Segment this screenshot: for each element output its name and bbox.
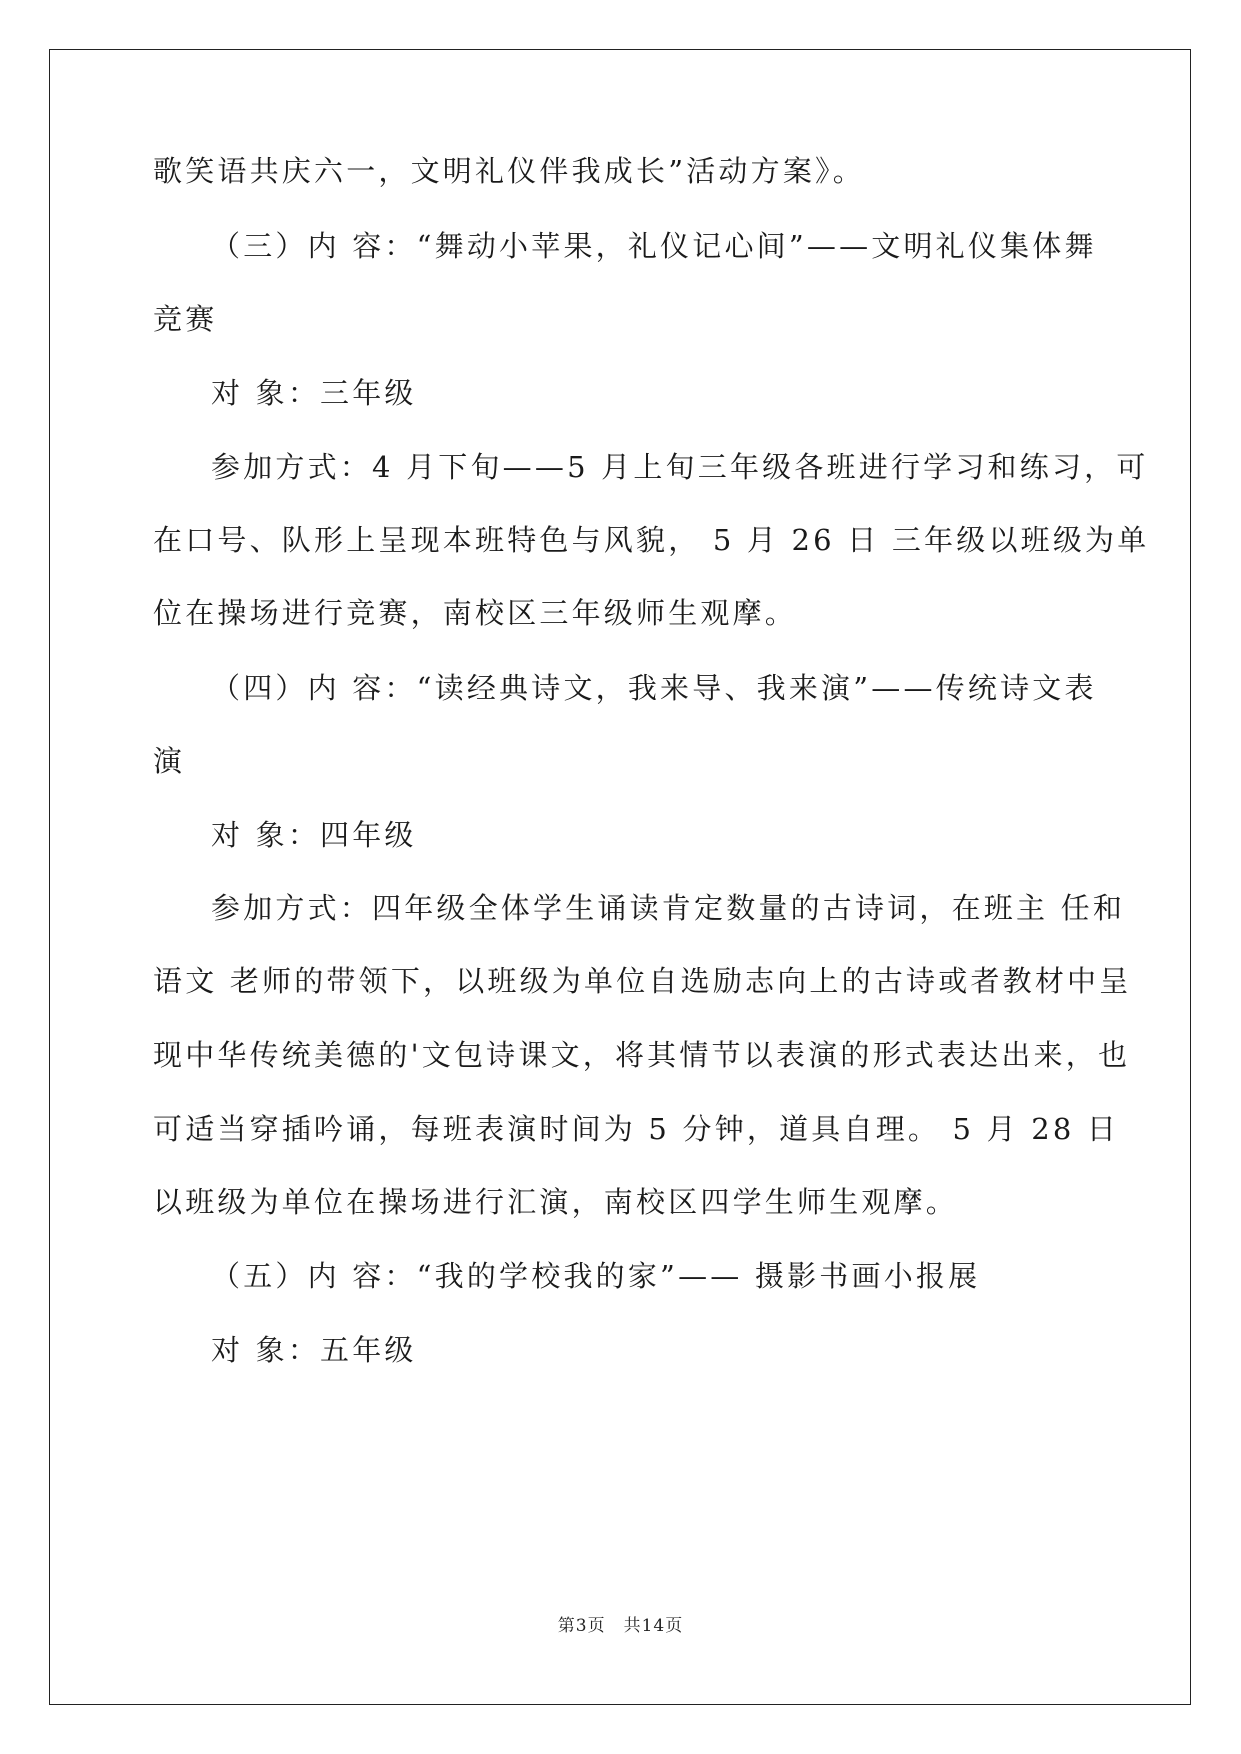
text-line: 对 象：五年级 — [211, 1333, 417, 1367]
text-line: 歌笑语共庆六一，文明礼仪伴我成长”活动方案》。 — [153, 154, 865, 188]
page-border — [49, 49, 1191, 1705]
text-line: （四）内 容：“读经典诗文，我来导、我来演”——传统诗文表 — [211, 671, 1097, 705]
text-line: 在口号、队形上呈现本班特色与风貌， 5 月 26 日 三年级以班级为单 — [153, 523, 1150, 557]
page-number: 第3页 共14页 — [557, 1616, 684, 1636]
text-line: 现中华传统美德的'文包诗课文，将其情节以表演的形式表达出来，也 — [153, 1038, 1131, 1072]
text-line: 可适当穿插吟诵，每班表演时间为 5 分钟，道具自理。 5 月 28 日 — [153, 1112, 1120, 1146]
text-line: 位在操场进行竞赛，南校区三年级师生观摩。 — [153, 596, 798, 630]
text-line: （五）内 容：“我的学校我的家”—— 摄影书画小报展 — [211, 1259, 981, 1293]
text-line: 对 象：四年级 — [211, 818, 417, 852]
text-line: 语文 老师的带领下，以班级为单位自选励志向上的古诗或者教材中呈 — [153, 964, 1132, 998]
text-line: （三）内 容：“舞动小苹果，礼仪记心间”——文明礼仪集体舞 — [211, 229, 1097, 263]
text-line: 参加方式：4 月下旬——5 月上旬三年级各班进行学习和练习，可 — [211, 450, 1149, 484]
text-line: 参加方式：四年级全体学生诵读肯定数量的古诗词，在班主 任和 — [211, 891, 1126, 925]
text-line: 竞赛 — [153, 302, 218, 336]
text-line: 演 — [153, 744, 186, 778]
text-line: 对 象：三年级 — [211, 376, 417, 410]
text-line: 以班级为单位在操场进行汇演，南校区四学生师生观摩。 — [153, 1185, 959, 1219]
